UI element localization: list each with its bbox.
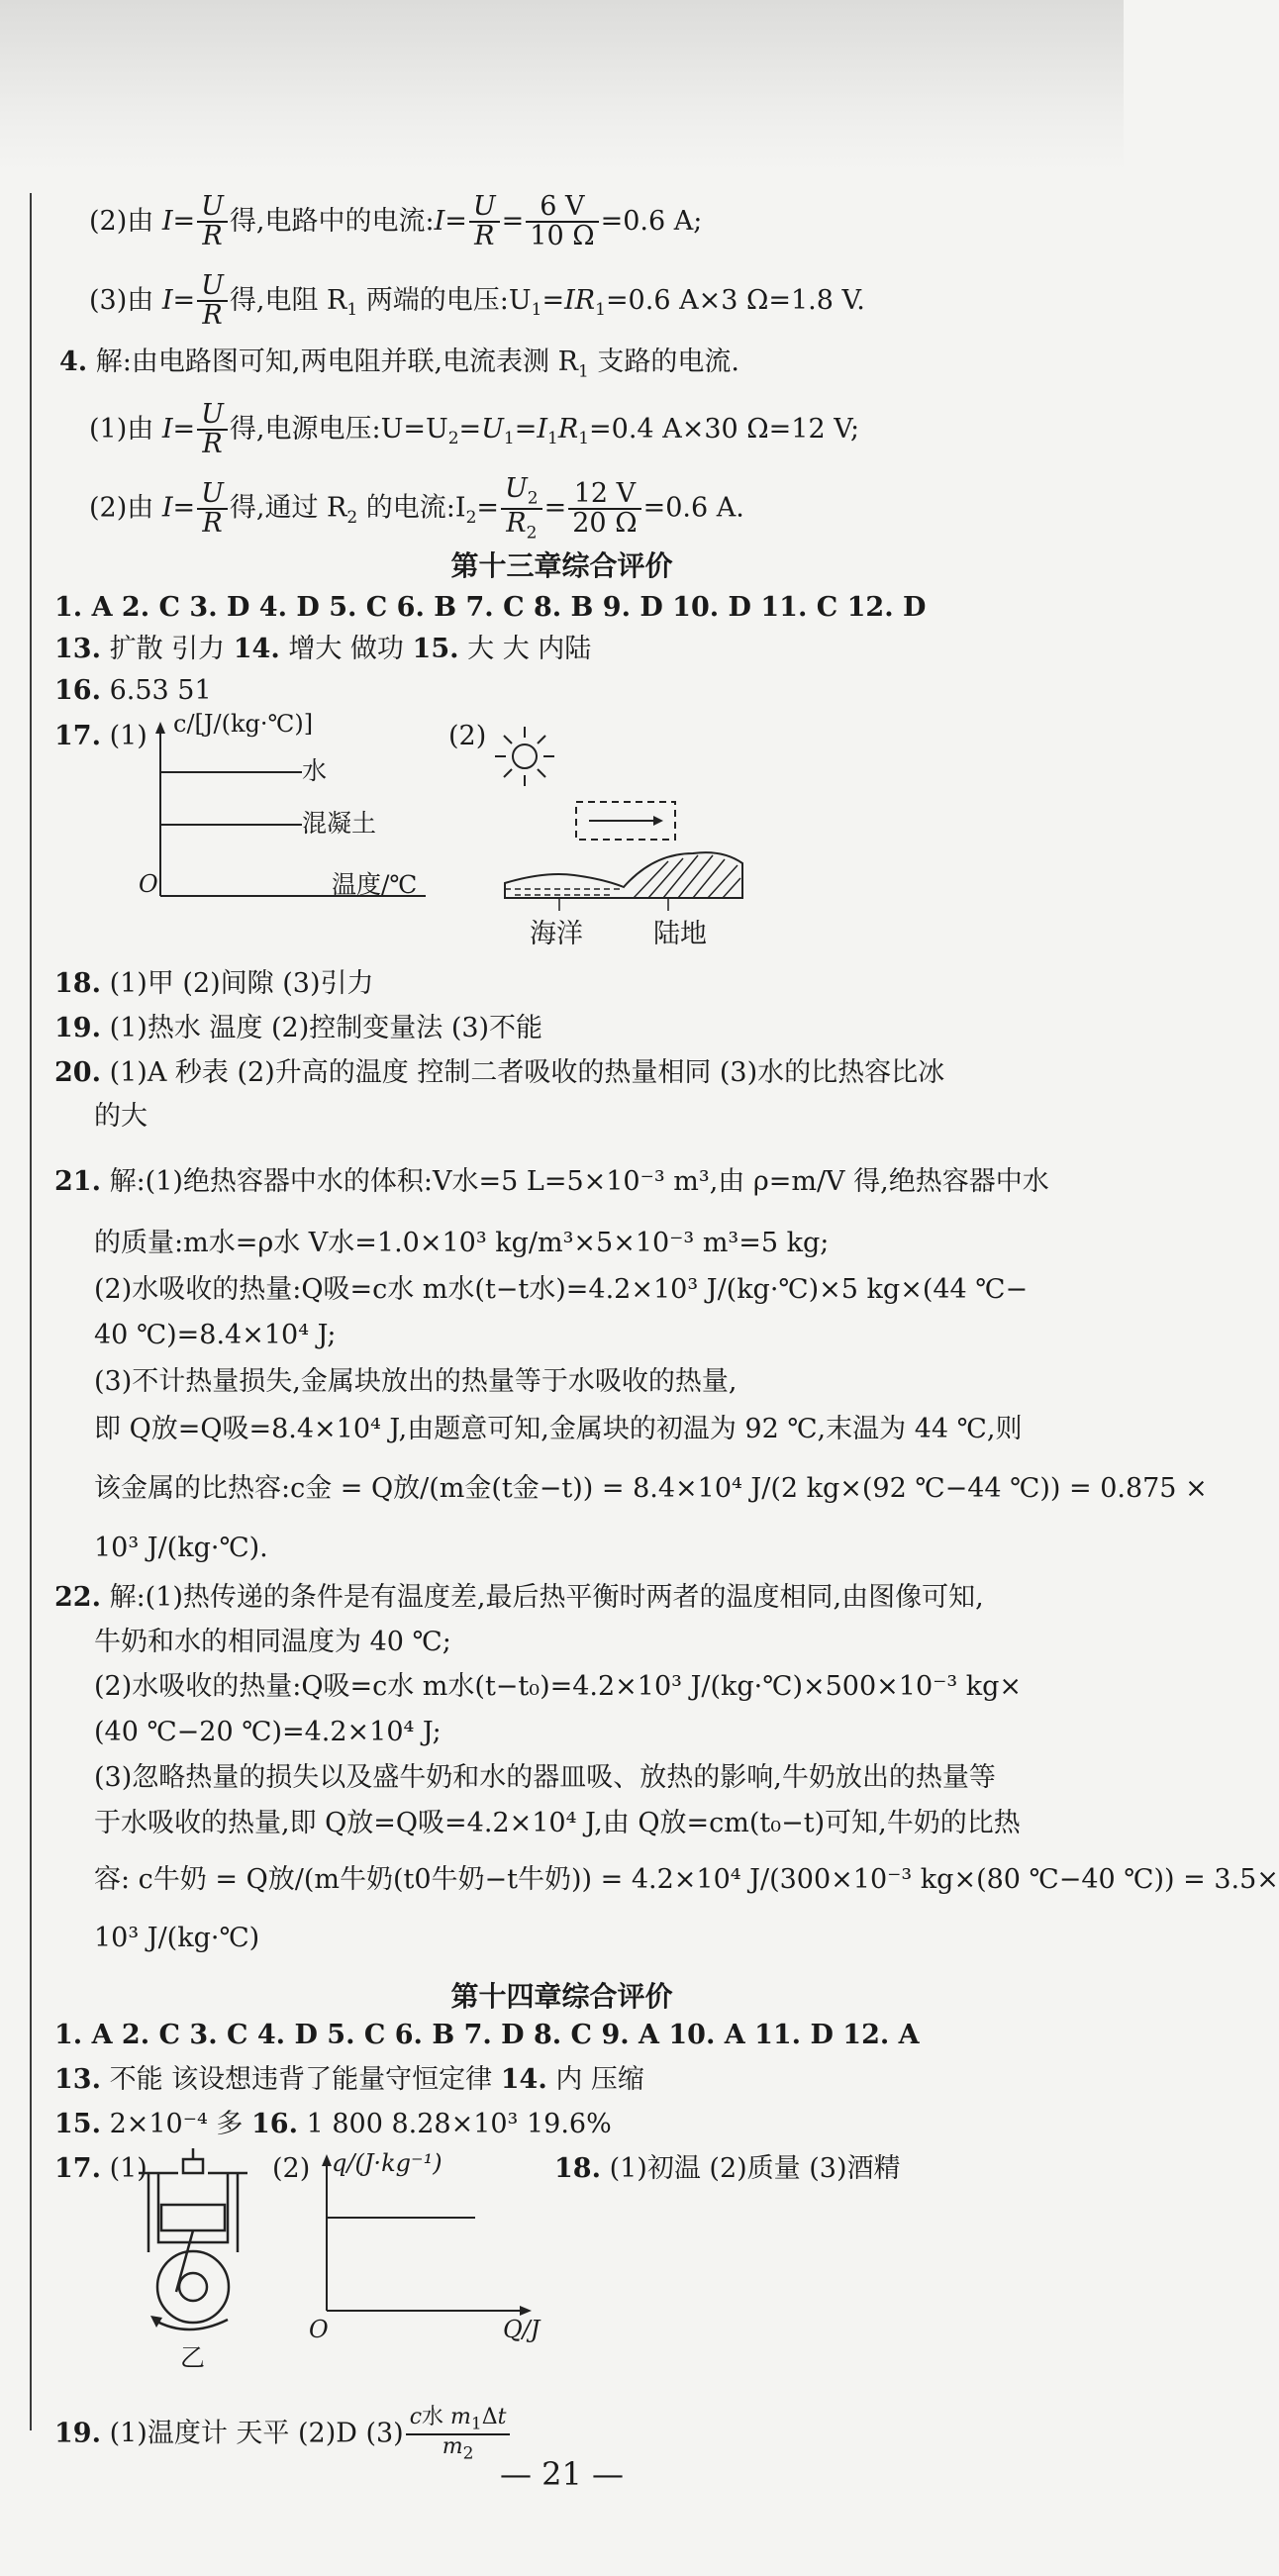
ch13-q17-label: 17. (1) bbox=[54, 721, 148, 751]
ch14-q15-16: 15. 2×10⁻⁴ 多 16. 1 800 8.28×10³ 19.6% bbox=[54, 2109, 612, 2139]
ch14-q13-14: 13. 不能 该设想违背了能量守恒定律 14. 内 压缩 bbox=[54, 2064, 644, 2095]
ch14-mc: 1. A 2. C 3. C 4. D 5. C 6. B 7. D 8. C 9. A 10. A 11. D 12. A bbox=[54, 2020, 920, 2050]
ch14-q17-label: 17. (1) bbox=[54, 2153, 148, 2184]
line-p3: (3)由 I= $\frac{U}{R}$ 得,电阻 $R_1$ 两端的电压$:U_1=IR_1=0.6$ A×3 Ω=1.8 V. bbox=[89, 270, 865, 332]
ch13-q20a: 20. (1)A 秒表 (2)升高的温度 控制二者吸收的热量相同 (3)水的比热容比冰 bbox=[54, 1057, 945, 1088]
ch13-q18: 18. (1)甲 (2)间隙 (3)引力 bbox=[54, 968, 374, 999]
ch13-q22-2: 牛奶和水的相同温度为 40 ℃; bbox=[94, 1627, 451, 1657]
page-shadow-band bbox=[0, 0, 1124, 173]
chapter-14-title: 第十四章综合评价 bbox=[450, 1980, 673, 2013]
ch13-q21-4: 40 ℃)=8.4×10⁴ J; bbox=[94, 1320, 337, 1350]
ch13-q22-4: (40 ℃−20 ℃)=4.2×10⁴ J; bbox=[94, 1717, 442, 1747]
ch13-mc: 1. A 2. C 3. D 4. D 5. C 6. B 7. C 8. B 9. D 10. D 11. C 12. D bbox=[54, 592, 927, 623]
ch13-q17-water: 水 bbox=[302, 756, 328, 785]
ch13-q17-land: 陆地 bbox=[653, 919, 707, 949]
ch13-q17-origin: O bbox=[139, 870, 158, 898]
sun-icon bbox=[495, 727, 554, 786]
ch13-q21-7: 该金属的比热容:c金 = Q放/(m金(t金−t)) = 8.4×10⁴ J/(2 kg×(92 ℃−44 ℃)) = 0.875 × bbox=[94, 1473, 1208, 1504]
page-number: — 21 — bbox=[499, 2455, 625, 2493]
ch13-q17-xlabel: 温度/℃ bbox=[332, 870, 418, 899]
ch14-q18: 18. (1)初温 (2)质量 (3)酒精 bbox=[554, 2153, 901, 2184]
line-q4: 4. 解:由电路图可知,两电阻并联,电流表测 $R_1$ 支路的电流. bbox=[59, 347, 739, 382]
ch13-q21-3: (2)水吸收的热量:Q吸=c水 m水(t−t水)=4.2×10³ J/(kg·℃)×5 kg×(44 ℃− bbox=[94, 1274, 1029, 1305]
ch13-q22-1: 22. 解:(1)热传递的条件是有温度差,最后热平衡时两者的温度相同,由图像可知, bbox=[54, 1582, 984, 1613]
chapter-13-title: 第十三章综合评价 bbox=[450, 549, 673, 582]
ch13-q17-sea: 海洋 bbox=[530, 919, 583, 949]
ch13-q22-7: 容: c牛奶 = Q放/(m牛奶(t0牛奶−t牛奶)) = 4.2×10⁴ J/(300×10⁻³ kg×(80 ℃−40 ℃)) = 3.5× bbox=[94, 1864, 1279, 1895]
ch13-q22-3: (2)水吸收的热量:Q吸=c水 m水(t−t₀)=4.2×10³ J/(kg·℃)×500×10⁻³ kg× bbox=[94, 1671, 1023, 1702]
ch13-q17-ylabel: c/[J/(kg·℃)] bbox=[173, 710, 314, 738]
ch13-q22-8: 10³ J/(kg·℃) bbox=[94, 1923, 260, 1953]
ch14-q17-ylabel: q/(J·kg⁻¹) bbox=[332, 2149, 443, 2177]
ch13-q21-1: 21. 解:(1)绝热容器中水的体积:V水=5 L=5×10⁻³ m³,由 ρ=m/V 得,绝热容器中水 bbox=[54, 1166, 1049, 1197]
ch13-q17-concrete: 混凝土 bbox=[302, 809, 377, 838]
margin-rule bbox=[30, 193, 32, 2430]
ch13-q21-5: (3)不计热量损失,金属块放出的热量等于水吸收的热量, bbox=[94, 1366, 738, 1397]
ch13-q21-8: 10³ J/(kg·℃). bbox=[94, 1533, 268, 1563]
ch13-q17-sun-diagram bbox=[485, 705, 762, 913]
ch14-q17-engine-diagram bbox=[129, 2143, 257, 2341]
ch13-q20b: 的大 bbox=[94, 1101, 148, 1132]
ch14-q17-2-label: (2) bbox=[272, 2153, 311, 2184]
line-q4-1: (1)由 I= $\frac{U}{R}$ 得,电源电压$:U=U_2=U_1=I_1R_1=0.4$ A×30 Ω=12 V; bbox=[89, 399, 860, 460]
ch13-q17-2-label: (2) bbox=[448, 721, 487, 751]
line-p2: (2)由 I= $\frac{U}{R}$ 得,电路中的电流:I= $\frac{U}{R}$ = $\frac{6 V}{10 \Omega}$ =0.6 A; bbox=[89, 191, 703, 252]
ch14-q17-origin: O bbox=[309, 2316, 329, 2343]
ch13-q21-6: 即 Q放=Q吸=8.4×10⁴ J,由题意可知,金属块的初温为 92 ℃,末温为 44 ℃,则 bbox=[94, 1414, 1023, 1444]
ch14-q17-xlabel: Q/J bbox=[503, 2316, 541, 2343]
ch13-q16: 16. 6.53 51 bbox=[54, 675, 212, 706]
ch13-q22-5: (3)忽略热量的损失以及盛牛奶和水的器皿吸、放热的影响,牛奶放出的热量等 bbox=[94, 1762, 996, 1793]
ch14-q17-yi: 乙 bbox=[180, 2343, 206, 2372]
ch13-q13-15: 13. 扩散 引力 14. 增大 做功 15. 大 大 内陆 bbox=[54, 634, 592, 664]
ch13-q19: 19. (1)热水 温度 (2)控制变量法 (3)不能 bbox=[54, 1013, 543, 1043]
line-q4-2: (2)由 I= $\frac{U}{R}$ 得,通过 $R_2$ 的电流$:I_2=$ $\frac{U_2}{R_2}$ = $\frac{12 V}{20 \Omega}$ =0.6 A. bbox=[89, 473, 744, 544]
ch13-q22-6: 于水吸收的热量,即 Q放=Q吸=4.2×10⁴ J,由 Q放=cm(t₀−t)可知,牛奶的比热 bbox=[94, 1808, 1021, 1838]
ch13-q21-2: 的质量:m水=ρ水 V水=1.0×10³ kg/m³×5×10⁻³ m³=5 kg; bbox=[94, 1228, 830, 1258]
ch14-q19: 19. (1)温度计 天平 (2)D (3) c水 $m_1\Delta t$ $m_2$ bbox=[54, 2406, 512, 2463]
